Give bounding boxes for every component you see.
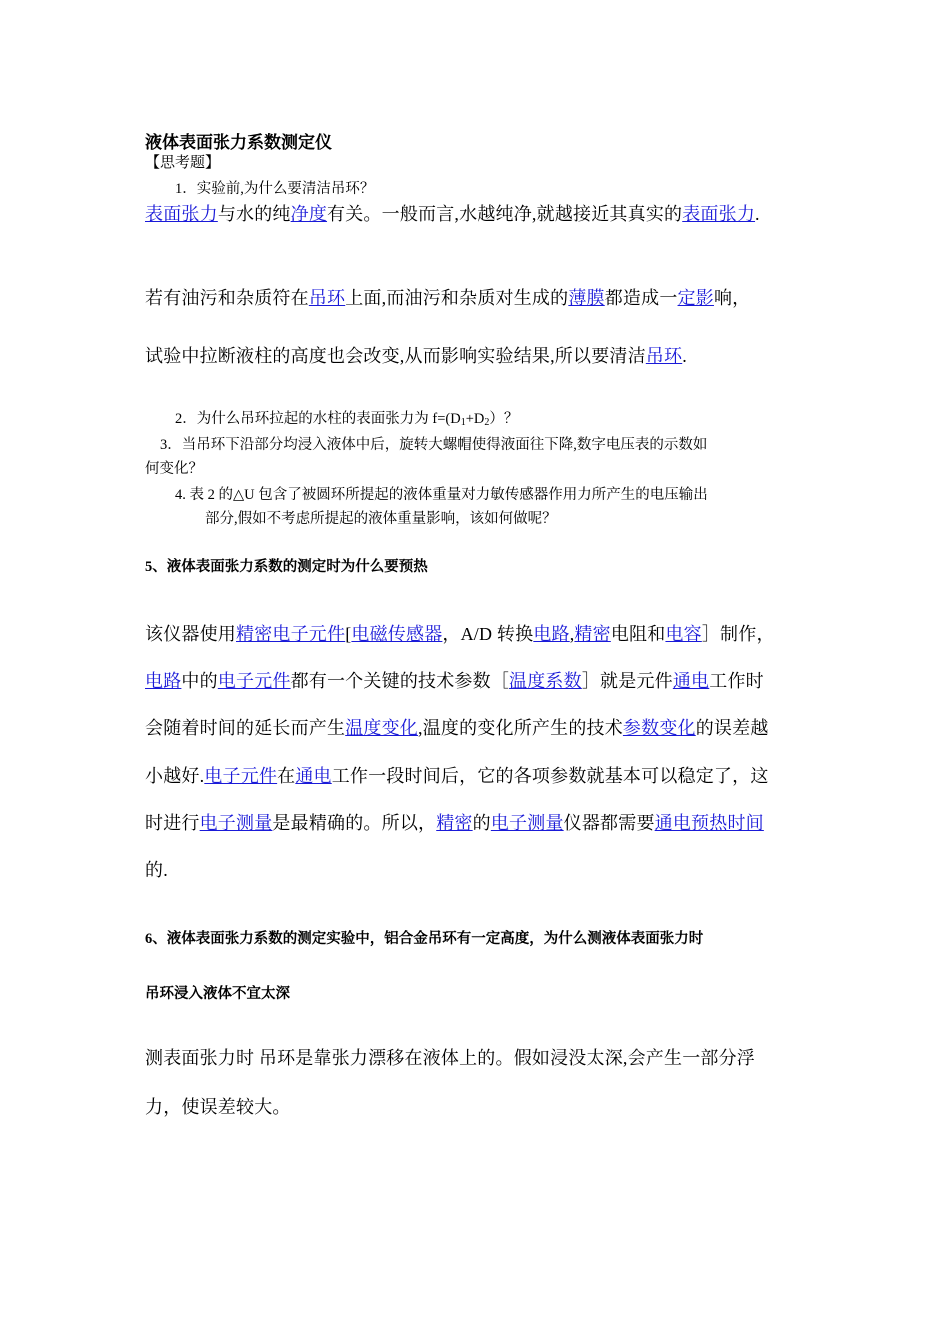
body-text: 上面,而油污和杂质对生成的	[345, 288, 569, 308]
body-text: 小越好.	[145, 766, 205, 786]
body-text: 的	[472, 813, 491, 833]
section-heading: 【思考题】	[145, 155, 221, 171]
question-4-line-1: 4. 表 2 的△U 包含了被圆环所提起的液体重量对力敏传感器作用力所产生的电压输出	[175, 487, 708, 503]
body-text: .	[755, 204, 760, 224]
question-4-line-2: 部分,假如不考虑所提起的液体重量影响，该如何做呢？	[205, 511, 557, 527]
term-link[interactable]: 表面张力	[145, 204, 218, 224]
question-2-subscript-2: 2	[484, 417, 490, 428]
answer-1-line-3	[145, 342, 687, 368]
answer-1-line-1	[145, 200, 760, 226]
question-5-heading: 5、液体表面张力系数的测定时为什么要预热	[145, 559, 428, 575]
term-link[interactable]: 电子元件	[217, 671, 291, 691]
term-link[interactable]: 电路	[145, 671, 182, 691]
answer-5-line-2	[145, 667, 764, 693]
term-link[interactable]: 通电	[295, 766, 332, 786]
question-2	[175, 407, 518, 428]
term-link[interactable]: 净度	[290, 204, 328, 224]
body-text: 电阻和	[610, 624, 666, 644]
term-link[interactable]: 电路	[533, 624, 570, 644]
body-text: 是最精确的。所以，	[272, 813, 437, 833]
question-2-text-b: +D	[465, 411, 485, 427]
answer-5-line-3	[145, 714, 769, 740]
body-text: 响，	[713, 288, 751, 308]
body-text: 有关。一般而言,水越纯净,就越接近其真实的	[327, 204, 683, 224]
term-link[interactable]: 吊环	[645, 346, 683, 366]
question-1: 1．实验前,为什么要清洁吊环？	[175, 181, 375, 197]
body-text: 会随着时间的延长而产生	[145, 718, 346, 738]
body-text: ］制作，	[701, 624, 775, 644]
body-text: 试验中拉断液柱的高度也会改变,从而影响实验结果,所以要清洁	[145, 346, 646, 366]
answer-6-line-2: 力，使误差较大。	[145, 1097, 291, 1117]
question-3-line-2: 何变化？	[145, 461, 203, 477]
answer-5-line-1	[145, 620, 775, 646]
body-text: 在	[277, 766, 296, 786]
term-link[interactable]: 温度系数	[509, 671, 582, 691]
body-text: 时进行	[145, 813, 200, 833]
answer-5-line-4	[145, 762, 769, 788]
term-link[interactable]: 精密	[436, 813, 473, 833]
question-3-line-1: 3．当吊环下沿部分均浸入液体中后，旋转大螺帽使得液面往下降,数字电压表的示数如	[160, 437, 708, 453]
answer-5-line-5	[145, 809, 764, 835]
document-title: 液体表面张力系数测定仪	[145, 133, 332, 152]
body-text: ,温度的变化所产生的技术	[418, 718, 623, 738]
body-text: 工作一段时间后，它的各项参数就基本可以稳定了，这	[331, 766, 769, 786]
term-link[interactable]: 定影	[677, 288, 714, 308]
term-link[interactable]: 温度变化	[345, 718, 419, 738]
body-text: [	[345, 624, 352, 644]
term-link[interactable]: 精密	[574, 624, 611, 644]
body-text: 都造成一	[604, 288, 678, 308]
answer-6-line-1: 测表面张力时 吊环是靠张力漂移在液体上的。假如浸没太深,会产生一部分浮	[145, 1048, 755, 1068]
body-text: ］就是元件	[581, 671, 673, 691]
body-text: 仪器都需要	[563, 813, 655, 833]
term-link[interactable]: 通电	[672, 671, 710, 691]
question-2-text-c: ）？	[489, 411, 519, 427]
question-6-heading-line-1: 6、液体表面张力系数的测定实验中，铝合金吊环有一定高度，为什么测液体表面张力时	[145, 931, 704, 947]
term-link[interactable]: 电磁传感器	[351, 624, 443, 644]
body-text: .	[682, 346, 687, 366]
term-link[interactable]: 吊环	[308, 288, 346, 308]
term-link[interactable]: 通电预热时间	[654, 813, 764, 833]
body-text: 的误差越	[695, 718, 769, 738]
term-link[interactable]: 电子测量	[199, 813, 273, 833]
term-link[interactable]: 表面张力	[682, 204, 756, 224]
term-link[interactable]: 精密电子元件	[236, 624, 346, 644]
body-text: 中的	[181, 671, 218, 691]
question-2-text-a: 2．为什么吊环拉起的水柱的表面张力为 f=(D	[175, 411, 461, 427]
term-link[interactable]: 薄膜	[568, 288, 605, 308]
term-link[interactable]: 电容	[665, 624, 702, 644]
body-text: 都有一个关键的技术参数［	[290, 671, 510, 691]
body-text: ，A/D 转换	[442, 624, 534, 644]
question-6-heading-line-2: 吊环浸入液体不宜太深	[145, 986, 290, 1002]
term-link[interactable]: 电子测量	[490, 813, 564, 833]
answer-1-line-2	[145, 284, 750, 310]
body-text: 与水的纯	[217, 204, 291, 224]
body-text: 工作时	[709, 671, 764, 691]
term-link[interactable]: 参数变化	[622, 718, 696, 738]
body-text: 若有油污和杂质符在	[145, 288, 309, 308]
term-link[interactable]: 电子元件	[204, 766, 278, 786]
answer-5-line-6	[145, 856, 168, 882]
body-text: 该仪器使用	[145, 624, 236, 644]
question-2-subscript-1: 1	[460, 417, 466, 428]
body-text: ,	[569, 624, 575, 644]
body-text: 的.	[145, 860, 168, 880]
